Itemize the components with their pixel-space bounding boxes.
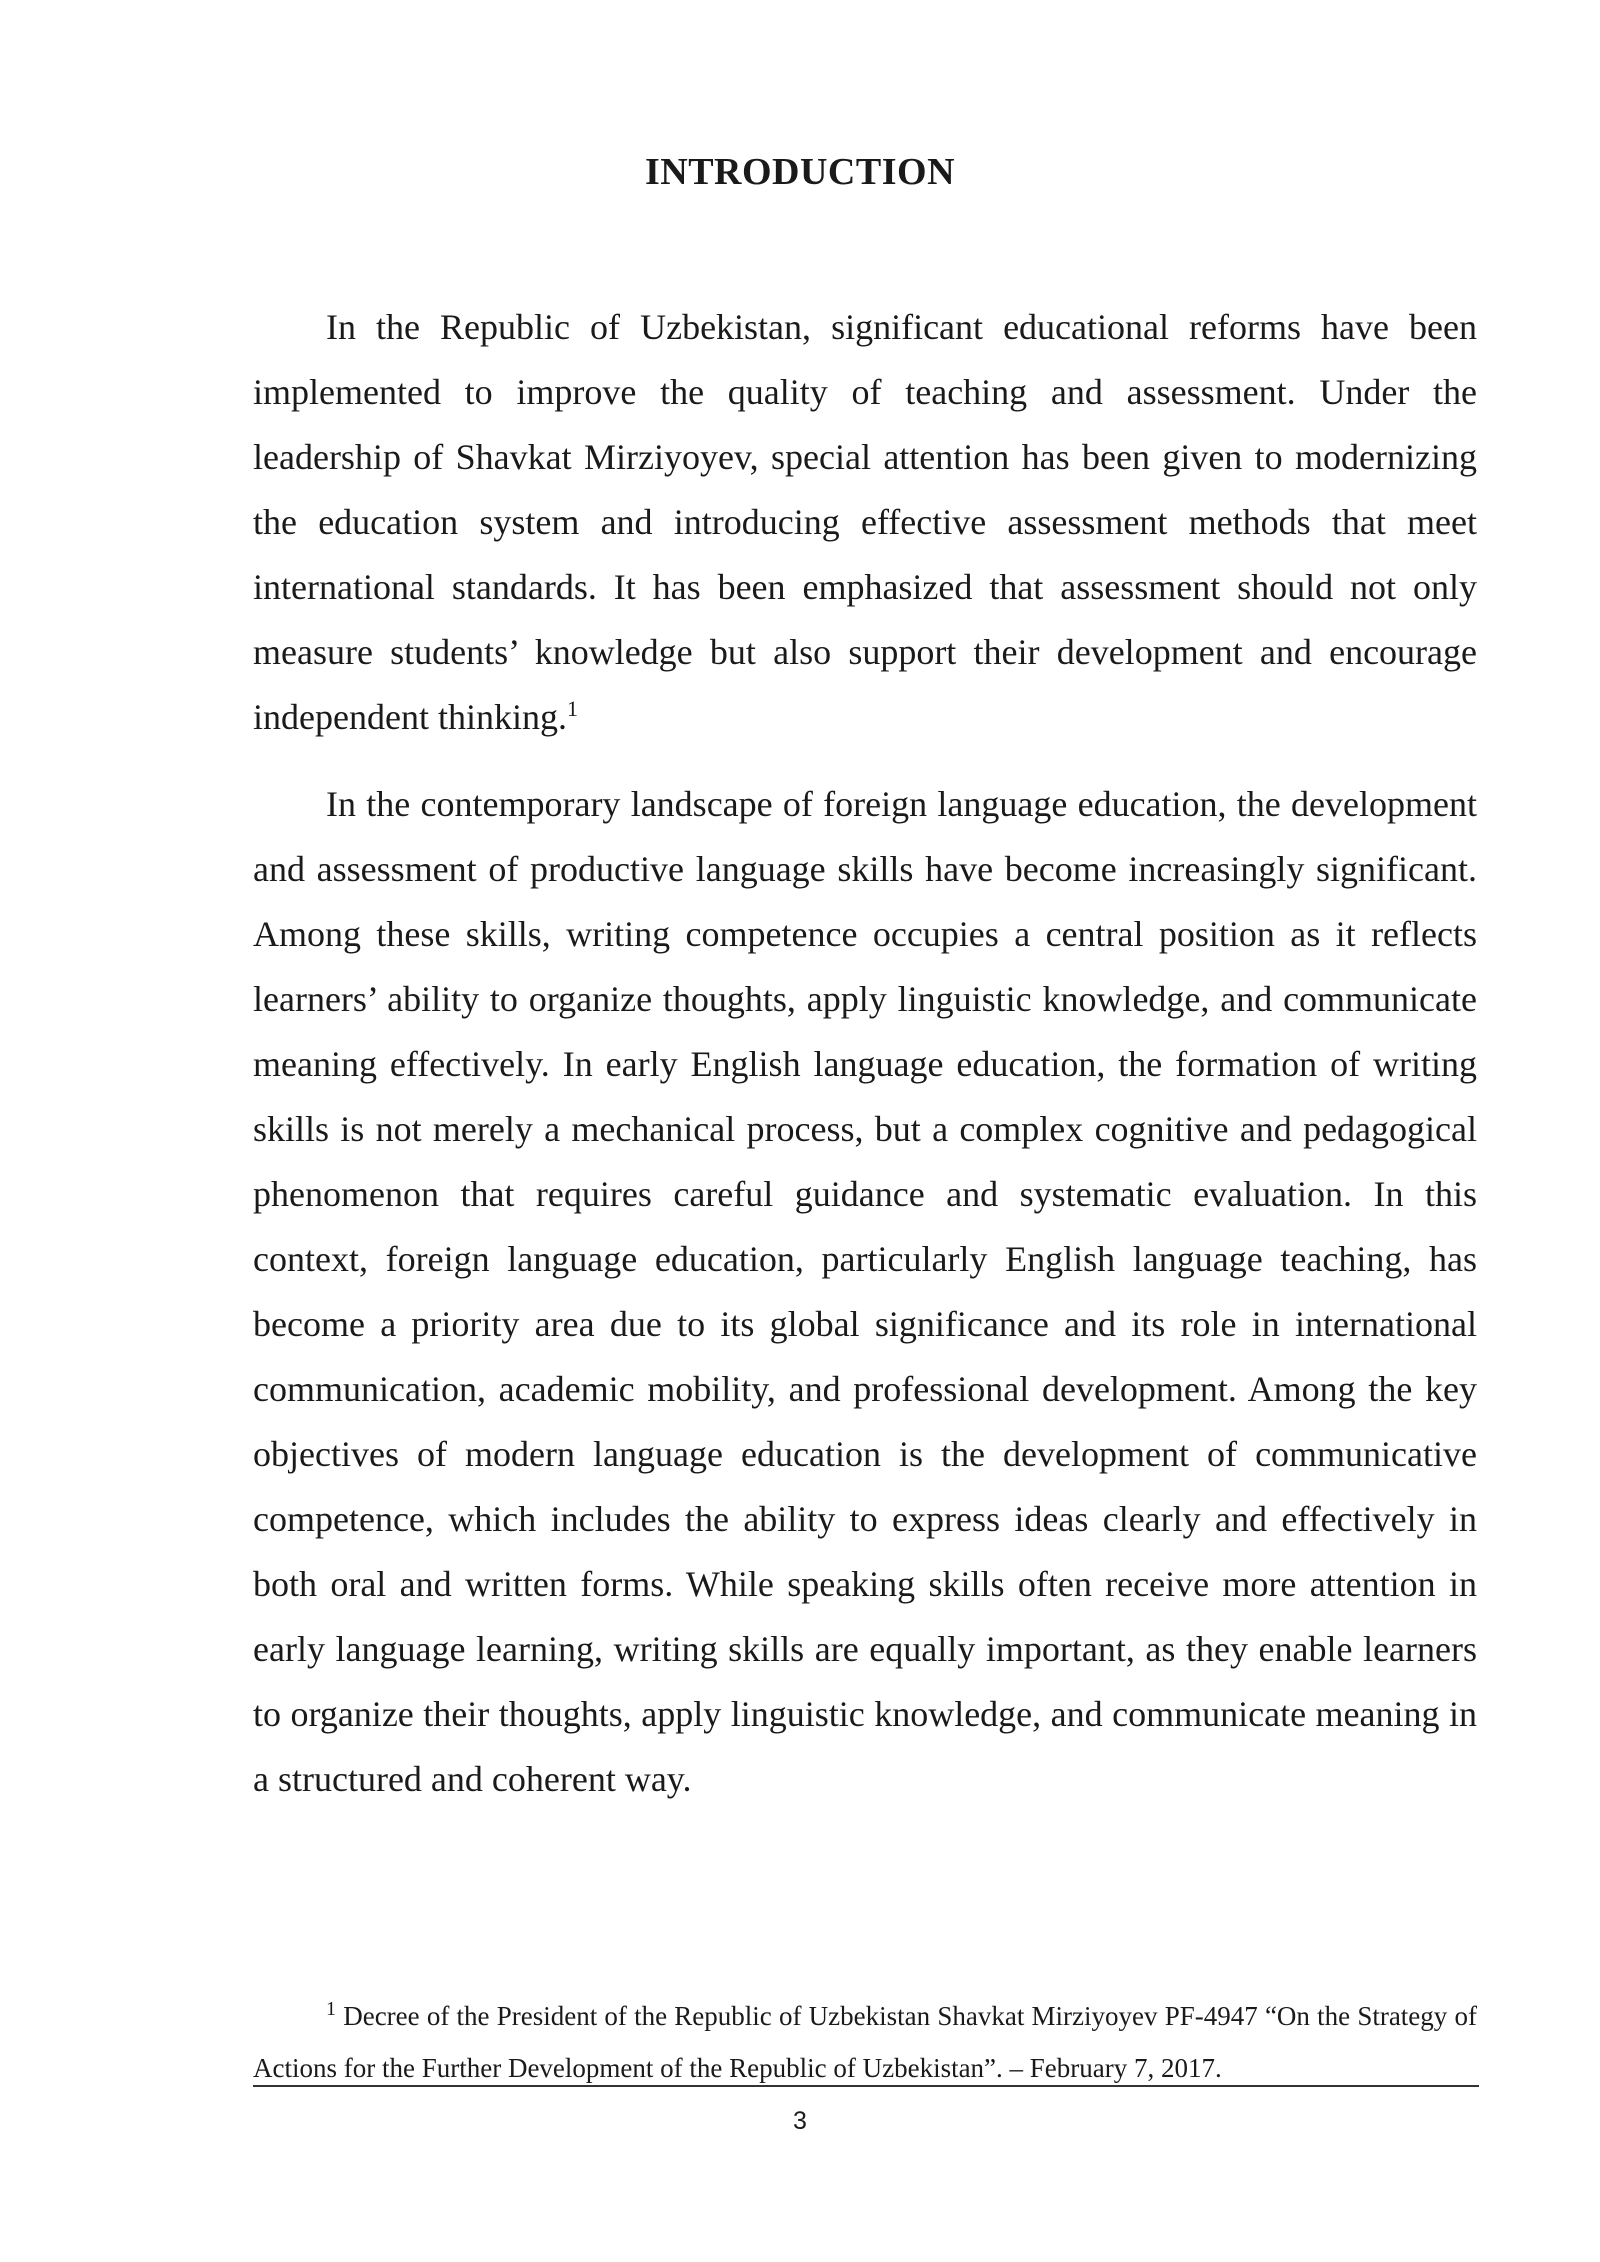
- page-title: INTRODUCTION: [644, 151, 956, 193]
- paragraph-2-text: In the contemporary landscape of foreign language education, the development and assessment of productive language skills have become increasingly significant. Among these skills, writing competence occupies a central position as it reflects learners’ ability to organize thoughts, apply linguistic knowledge, and communicate meaning effectively. In early English language education, the formation of writing skills is not merely a mechanical process, but a complex cognitive and pedagogical phenomenon that requires careful guidance and systematic evaluation. In this context, foreign language education, particularly English language teaching, has become a priority area due to its global significance and its role in international communication, academic mobility, and professional development. Among the key objectives of modern language education is the development of communicative competence, which includes the ability to express ideas clearly and effectively in both oral and written forms. While speaking skills often receive more attention in early language learning, writing skills are equally important, as they enable learners to organize their thoughts, apply linguistic knowledge, and communicate meaning in a structured and coherent way.: [253, 784, 1477, 1799]
- footnote-text: Decree of the President of the Republic of Uzbekistan Shavkat Mirziyoyev PF-4947 “On the Strategy of Actions for the Further Development of the Republic of Uzbekistan”. – February 7, 2017.: [253, 2001, 1477, 2083]
- footnote-divider: [253, 2085, 1479, 2087]
- footnote: [253, 1990, 1477, 2094]
- page-number: 3: [793, 2107, 807, 2135]
- paragraph-2: [253, 772, 1477, 1812]
- paragraph-1-text: In the Republic of Uzbekistan, significant educational reforms have been implemented to improve the quality of teaching and assessment. Under the leadership of Shavkat Mirziyoyev, special attention has been given to modernizing the education system and introducing effective assessment methods that meet international standards. It has been emphasized that assessment should not only measure students’ knowledge but also support their development and encourage independent thinking.: [253, 307, 1477, 737]
- footnote-reference[interactable]: 1: [566, 696, 578, 721]
- footnote-mark: 1: [326, 1998, 336, 2020]
- body-text: [253, 295, 1477, 1834]
- paragraph-1: [253, 295, 1477, 750]
